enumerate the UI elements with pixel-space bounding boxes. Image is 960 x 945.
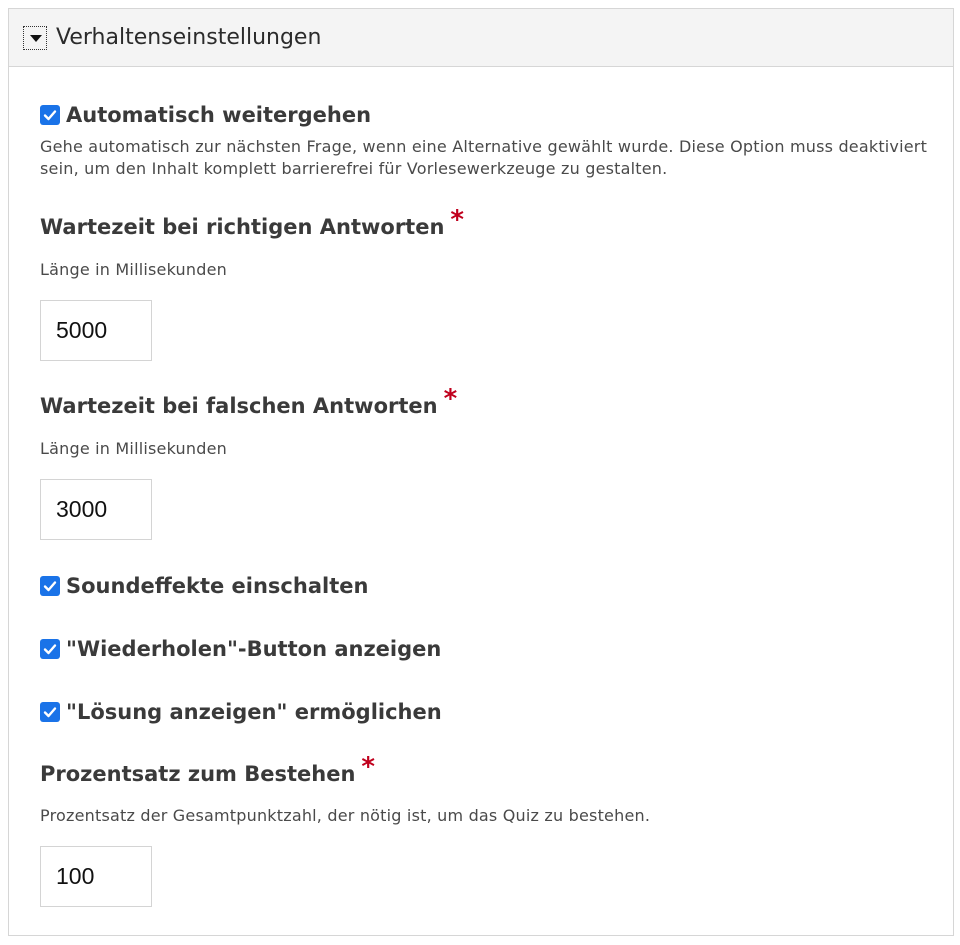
required-asterisk: * (443, 384, 458, 414)
panel-header[interactable] (9, 9, 953, 67)
required-asterisk: * (450, 205, 465, 235)
wrong-delay-title-text: Wartezeit bei falschen Antworten (40, 394, 438, 418)
checkmark-icon (42, 641, 58, 657)
correct-delay-description: Länge in Millisekunden (40, 260, 227, 279)
sound-effects-label[interactable]: Soundeffekte einschalten (66, 574, 369, 598)
show-solution-checkbox[interactable] (40, 702, 60, 722)
retry-button-label[interactable]: "Wiederholen"-Button anzeigen (66, 637, 442, 661)
checkmark-icon (42, 107, 58, 123)
correct-delay-title-text: Wartezeit bei richtigen Antworten (40, 215, 445, 239)
correct-delay-input[interactable] (40, 300, 152, 361)
checkmark-icon (42, 704, 58, 720)
auto-continue-label[interactable]: Automatisch weitergehen (66, 103, 372, 127)
behaviour-settings-panel (8, 8, 954, 936)
pass-percentage-description: Prozentsatz der Gesamtpunktzahl, der nötig ist, um das Quiz zu bestehen. (40, 806, 651, 825)
pass-percentage-title (40, 752, 376, 787)
wrong-delay-description: Länge in Millisekunden (40, 439, 227, 458)
pass-percentage-input[interactable] (40, 846, 152, 907)
pass-percentage-title-text: Prozentsatz zum Bestehen (40, 762, 356, 786)
caret-down-icon (30, 35, 42, 42)
show-solution-label[interactable]: "Lösung anzeigen" ermöglichen (66, 700, 442, 724)
wrong-delay-input[interactable] (40, 479, 152, 540)
auto-continue-checkbox[interactable] (40, 105, 60, 125)
retry-button-checkbox[interactable] (40, 639, 60, 659)
panel-title: Verhaltenseinstellungen (56, 25, 322, 50)
required-asterisk: * (361, 752, 376, 782)
wrong-delay-title (40, 384, 458, 419)
auto-continue-description: Gehe automatisch zur nächsten Frage, wenn eine Alternative gewählt wurde. Diese Option muss deaktiviert sein, um den Inhalt komplett barrierefrei für Vorlesewerkzeuge zu gestalten. (40, 137, 928, 178)
correct-delay-title (40, 205, 465, 240)
checkmark-icon (42, 578, 58, 594)
collapse-toggle-button[interactable] (23, 26, 47, 50)
sound-effects-checkbox[interactable] (40, 576, 60, 596)
